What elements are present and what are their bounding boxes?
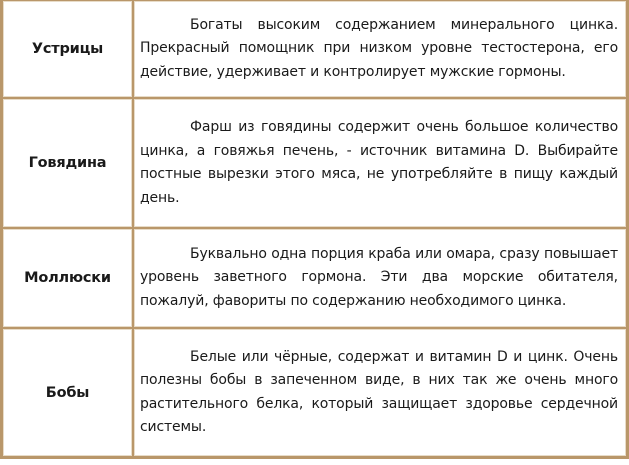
food-description: Богаты высоким содержанием минерального цинка. Прекрасный помощник при низком уровне тестостерона, его действие, удерживает и контролирует мужские гормоны.	[140, 16, 618, 80]
food-description-cell	[133, 0, 627, 98]
food-description: Буквально одна порция краба или омара, сразу повышает уровень заветного гормона. Эти два морские обитателя, пожалуй, фавориты по содержанию необходимого цинка.	[140, 245, 618, 309]
page-bottom-edge	[0, 459, 629, 465]
food-description: Белые или чёрные, содержат и витамин D и цинк. Очень полезны бобы в запеченном виде, в них так же очень много растительного белка, который защищает здоровье сердечной системы.	[140, 348, 618, 435]
food-description-cell	[133, 328, 627, 457]
food-description-cell	[133, 98, 627, 228]
table-row	[2, 228, 627, 328]
food-description: Фарш из говядины содержит очень большое количество цинка, а говяжья печень, - источник витамина D. Выбирайте постные вырезки этого мяса, не употребляйте в пищу каждый день.	[140, 119, 618, 206]
table-row	[2, 98, 627, 228]
food-name: Моллюски	[2, 228, 133, 328]
table-row	[2, 328, 627, 457]
table-row	[2, 0, 627, 98]
food-description-cell	[133, 228, 627, 328]
food-name: Говядина	[2, 98, 133, 228]
food-name: Бобы	[2, 328, 133, 457]
food-name: Устрицы	[2, 0, 133, 98]
